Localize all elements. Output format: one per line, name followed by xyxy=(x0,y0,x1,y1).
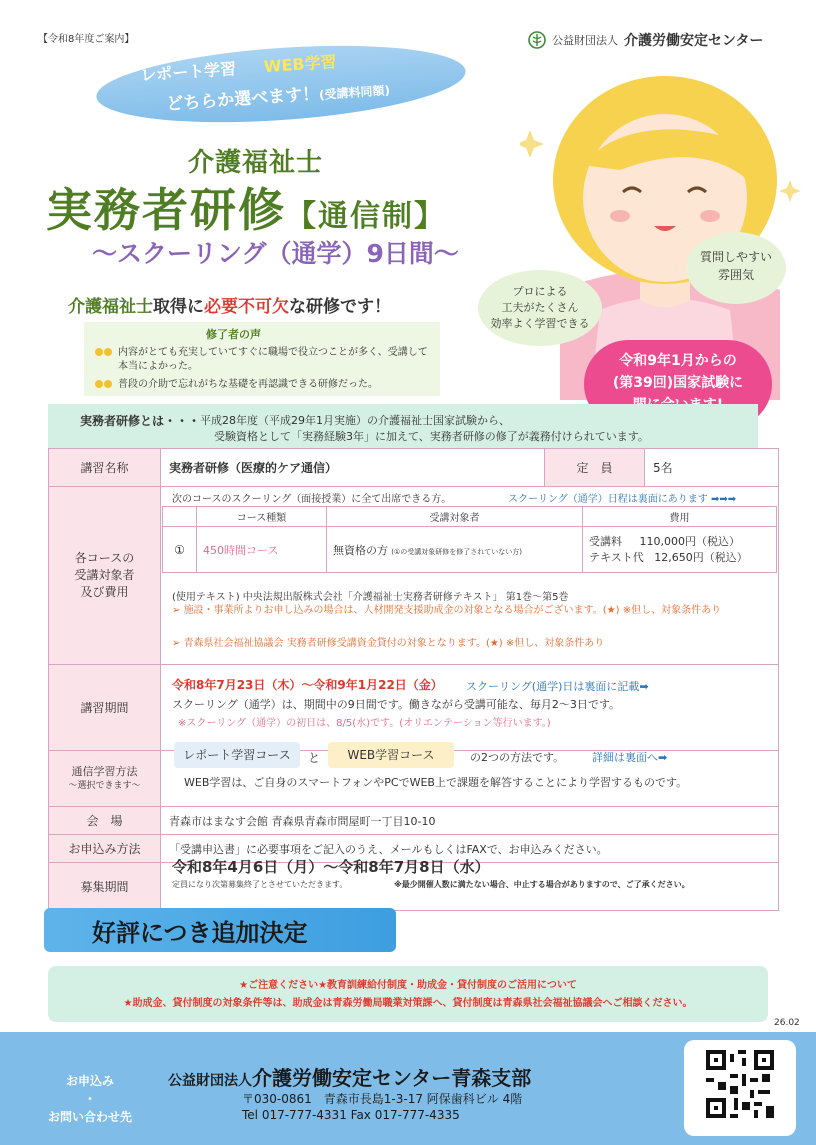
bubble-atmosphere-line: 質問しやすい xyxy=(699,250,772,264)
method-report-pill: レポート学習コース xyxy=(174,742,300,768)
voice-item xyxy=(90,346,432,374)
row-target-note: (①の受講対象研修を修了されていない方) xyxy=(391,547,522,556)
textbook: (使用テキスト) 中央法規出版株式会社「介護福祉士実務者研修テキスト」 第1巻～第5巻 xyxy=(172,592,569,603)
ribbon-web: WEB学習 xyxy=(263,52,338,77)
method-two: の2つの方法です。 xyxy=(470,751,565,764)
qr-code-icon[interactable] xyxy=(706,1050,774,1118)
col-fee: 費用 xyxy=(583,507,777,527)
method-web-desc: WEB学習は、ご自身のスマートフォンやPCでWEB上で課題を解答することにより学習するものです。 xyxy=(184,776,688,789)
footer-address: 〒030-0861 青森市長島1-3-17 阿保歯科ビル 4階 xyxy=(242,1092,523,1106)
footer-contact-line: お申込み xyxy=(65,1074,114,1088)
row-target: 無資格の方 xyxy=(333,543,388,557)
org-name: 介護労働安定センター xyxy=(624,33,764,49)
footer-tel: Tel 017-777-4331 Fax 017-777-4335 xyxy=(242,1108,460,1122)
title-main-text: 実務者研修 xyxy=(46,183,286,237)
org-corp-label: 公益財団法人 xyxy=(552,34,618,47)
about-text: 受験資格として「実務経験3年」に加えて、実務者研修の修了が義務付けられています。 xyxy=(214,430,649,443)
fee-text: 12,650円（税込） xyxy=(654,550,748,564)
col-blank xyxy=(163,507,197,527)
target-label: 各コースの 受講対象者 及び費用 xyxy=(49,487,161,665)
course-fee-table xyxy=(162,506,777,573)
about-text: 平成28年度（平成29年1月実施）の介護福祉士国家試験から、 xyxy=(200,414,510,427)
target-intro: 次のコースのスクーリング（面接授業）に全て出席できる方。 xyxy=(172,494,452,505)
fee-text-label: テキスト代 xyxy=(589,550,644,564)
row-number: ① xyxy=(163,527,197,573)
title-schooling: ～スクーリング（通学）9日間～ xyxy=(92,239,459,268)
row-target-cell xyxy=(327,527,583,573)
recruit-label: 募集期間 xyxy=(49,863,161,911)
exam-badge-line: (第39回)国家試験に xyxy=(612,375,744,391)
tagline-text: 取得に xyxy=(153,297,204,317)
ribbon-report: レポート学習 xyxy=(139,59,237,85)
about-label: 実務者研修とは・・・ xyxy=(80,414,201,428)
subsidy-text: 施設・事業所よりお申し込みの場合は、人材開発支援助成金の対象となる場合がございます。(★) ※但し、対象条件あり xyxy=(183,605,722,616)
title-main xyxy=(46,174,446,240)
footer-contact-label xyxy=(30,1072,150,1126)
arrow-bullet-icon: ➢ xyxy=(172,638,184,649)
flower-bullet-icon xyxy=(94,347,114,357)
subsidy-item xyxy=(172,634,604,649)
bubble-staff-line: プロによる xyxy=(512,285,568,298)
apply: 「受講申込書」に必要事項をご記入のうえ、メールもしくはFAXで、お申込みください。 xyxy=(161,835,779,863)
tagline-qualification: 介護福祉士 xyxy=(68,297,153,317)
course-name: 実務者研修（医療的ケア通信） xyxy=(161,449,545,487)
method-label: 通信学習方法 xyxy=(71,764,138,778)
org-leaf-icon xyxy=(528,31,546,49)
row-course: 450時間コース xyxy=(197,527,327,573)
recruit-period: 令和8年4月6日（月）～令和8年7月8日（水） xyxy=(172,858,490,876)
apply-label: お申込み方法 xyxy=(49,835,161,863)
subsidy-text: 青森県社会福祉協議会 実務者研修受講資金貸付の対象となります。(★) ※但し、対象条件あり xyxy=(183,638,605,649)
fee-tuition: 110,000円（税込） xyxy=(639,534,740,548)
voice-text: 内容がとても充実していてすぐに職場で役立つことが多く、受講して本当によかった。 xyxy=(118,347,428,372)
arrow-bullet-icon: ➢ xyxy=(172,605,184,616)
method-and: と xyxy=(308,751,321,765)
footer-contact-line: お問い合わせ先 xyxy=(47,1110,132,1124)
col-course: コース種類 xyxy=(197,507,327,527)
caution-line: ★ご注意ください★教育訓練給付制度・助成金・貸付制度のご活用について xyxy=(239,980,577,991)
method-label-cell xyxy=(49,751,161,807)
method-detail: 詳細は裏面へ➡ xyxy=(592,751,668,764)
footer-org-name: 介護労働安定センター青森支部 xyxy=(252,1066,532,1090)
bubble-staff xyxy=(478,270,602,346)
footer-org-corp: 公益財団法人 xyxy=(168,1073,252,1089)
ribbon-choose: どちらか選べます！ xyxy=(165,84,320,115)
capacity-label: 定 員 xyxy=(545,449,645,487)
method-sub: ～選択できます～ xyxy=(68,780,141,791)
bubble-atmosphere-line: 雰囲気 xyxy=(717,268,754,282)
col-target: 受講対象者 xyxy=(327,507,583,527)
org-logo xyxy=(528,30,763,50)
period-note: スクーリング(通学)日は裏面に記載➡ xyxy=(466,680,649,693)
title-sub-text: 【通信制】 xyxy=(286,199,446,234)
added-text: 好評につき追加決定 xyxy=(92,919,308,947)
schooling-note: スクーリング（通学）日程は裏面にあります ➡➡➡ xyxy=(508,494,737,505)
exam-badge-line: 令和9年1月からの xyxy=(619,353,737,369)
caution-line: ★助成金、貸付制度の対象条件等は、助成金は青森労働局職業対策課へ、貸付制度は青森県社会福祉協議会へご相談ください。 xyxy=(123,998,693,1009)
bubble-staff-line: 効率よく学習できる xyxy=(490,317,590,330)
tagline-text: な研修です！ xyxy=(289,297,391,317)
ribbon-same-fee: (受講料同額) xyxy=(318,83,391,103)
recruit-note: ※最少開催人数に満たない場合、中止する場合がありますので、ご了承ください。 xyxy=(394,880,690,889)
period-first: ※スクーリング（通学）の初日は、8/5(水)です。(オリエンテーション等行います。) xyxy=(178,718,551,729)
venue-label: 会 場 xyxy=(49,807,161,835)
period-text: スクーリング（通学）は、期間中の9日間です。働きながら受講可能な、毎月2～3日です。 xyxy=(172,698,621,711)
subsidy-item xyxy=(172,604,770,618)
voice-item xyxy=(90,378,432,392)
period-label: 講習期間 xyxy=(49,665,161,751)
fee-tuition-label: 受講料 xyxy=(589,534,622,548)
tagline-emphasis: 必要不可欠 xyxy=(204,297,289,317)
title-qualification: 介護福祉士 xyxy=(188,148,324,178)
course-name-label: 講習名称 xyxy=(49,449,161,487)
footer-contact-line: ・ xyxy=(83,1092,96,1106)
voice-text: 普段の介助で忘れがちな基礎を再認識できる研修だった。 xyxy=(118,379,378,390)
method-web-pill: WEB学習コース xyxy=(328,742,454,768)
row-fee-cell xyxy=(583,527,777,573)
footer-org xyxy=(168,1062,531,1091)
voices-title: 修了者の声 xyxy=(206,328,261,341)
bubble-atmosphere xyxy=(686,232,786,304)
recruit-note: 定員になり次第募集終了とさせていただきます。 xyxy=(172,880,348,889)
notice-tag: 【令和8年度ご案内】 xyxy=(38,34,135,45)
issue-code: 26.02 xyxy=(774,1018,800,1028)
capacity: 5名 xyxy=(645,449,779,487)
period-dates: 令和8年7月23日（木）～令和9年1月22日（金） xyxy=(172,678,443,692)
venue: 青森市はまなす会館 青森県青森市問屋町一丁目10-10 xyxy=(161,807,779,835)
bubble-staff-line: 工夫がたくさん xyxy=(501,301,579,314)
tagline xyxy=(68,292,391,317)
flower-bullet-icon xyxy=(94,379,114,389)
